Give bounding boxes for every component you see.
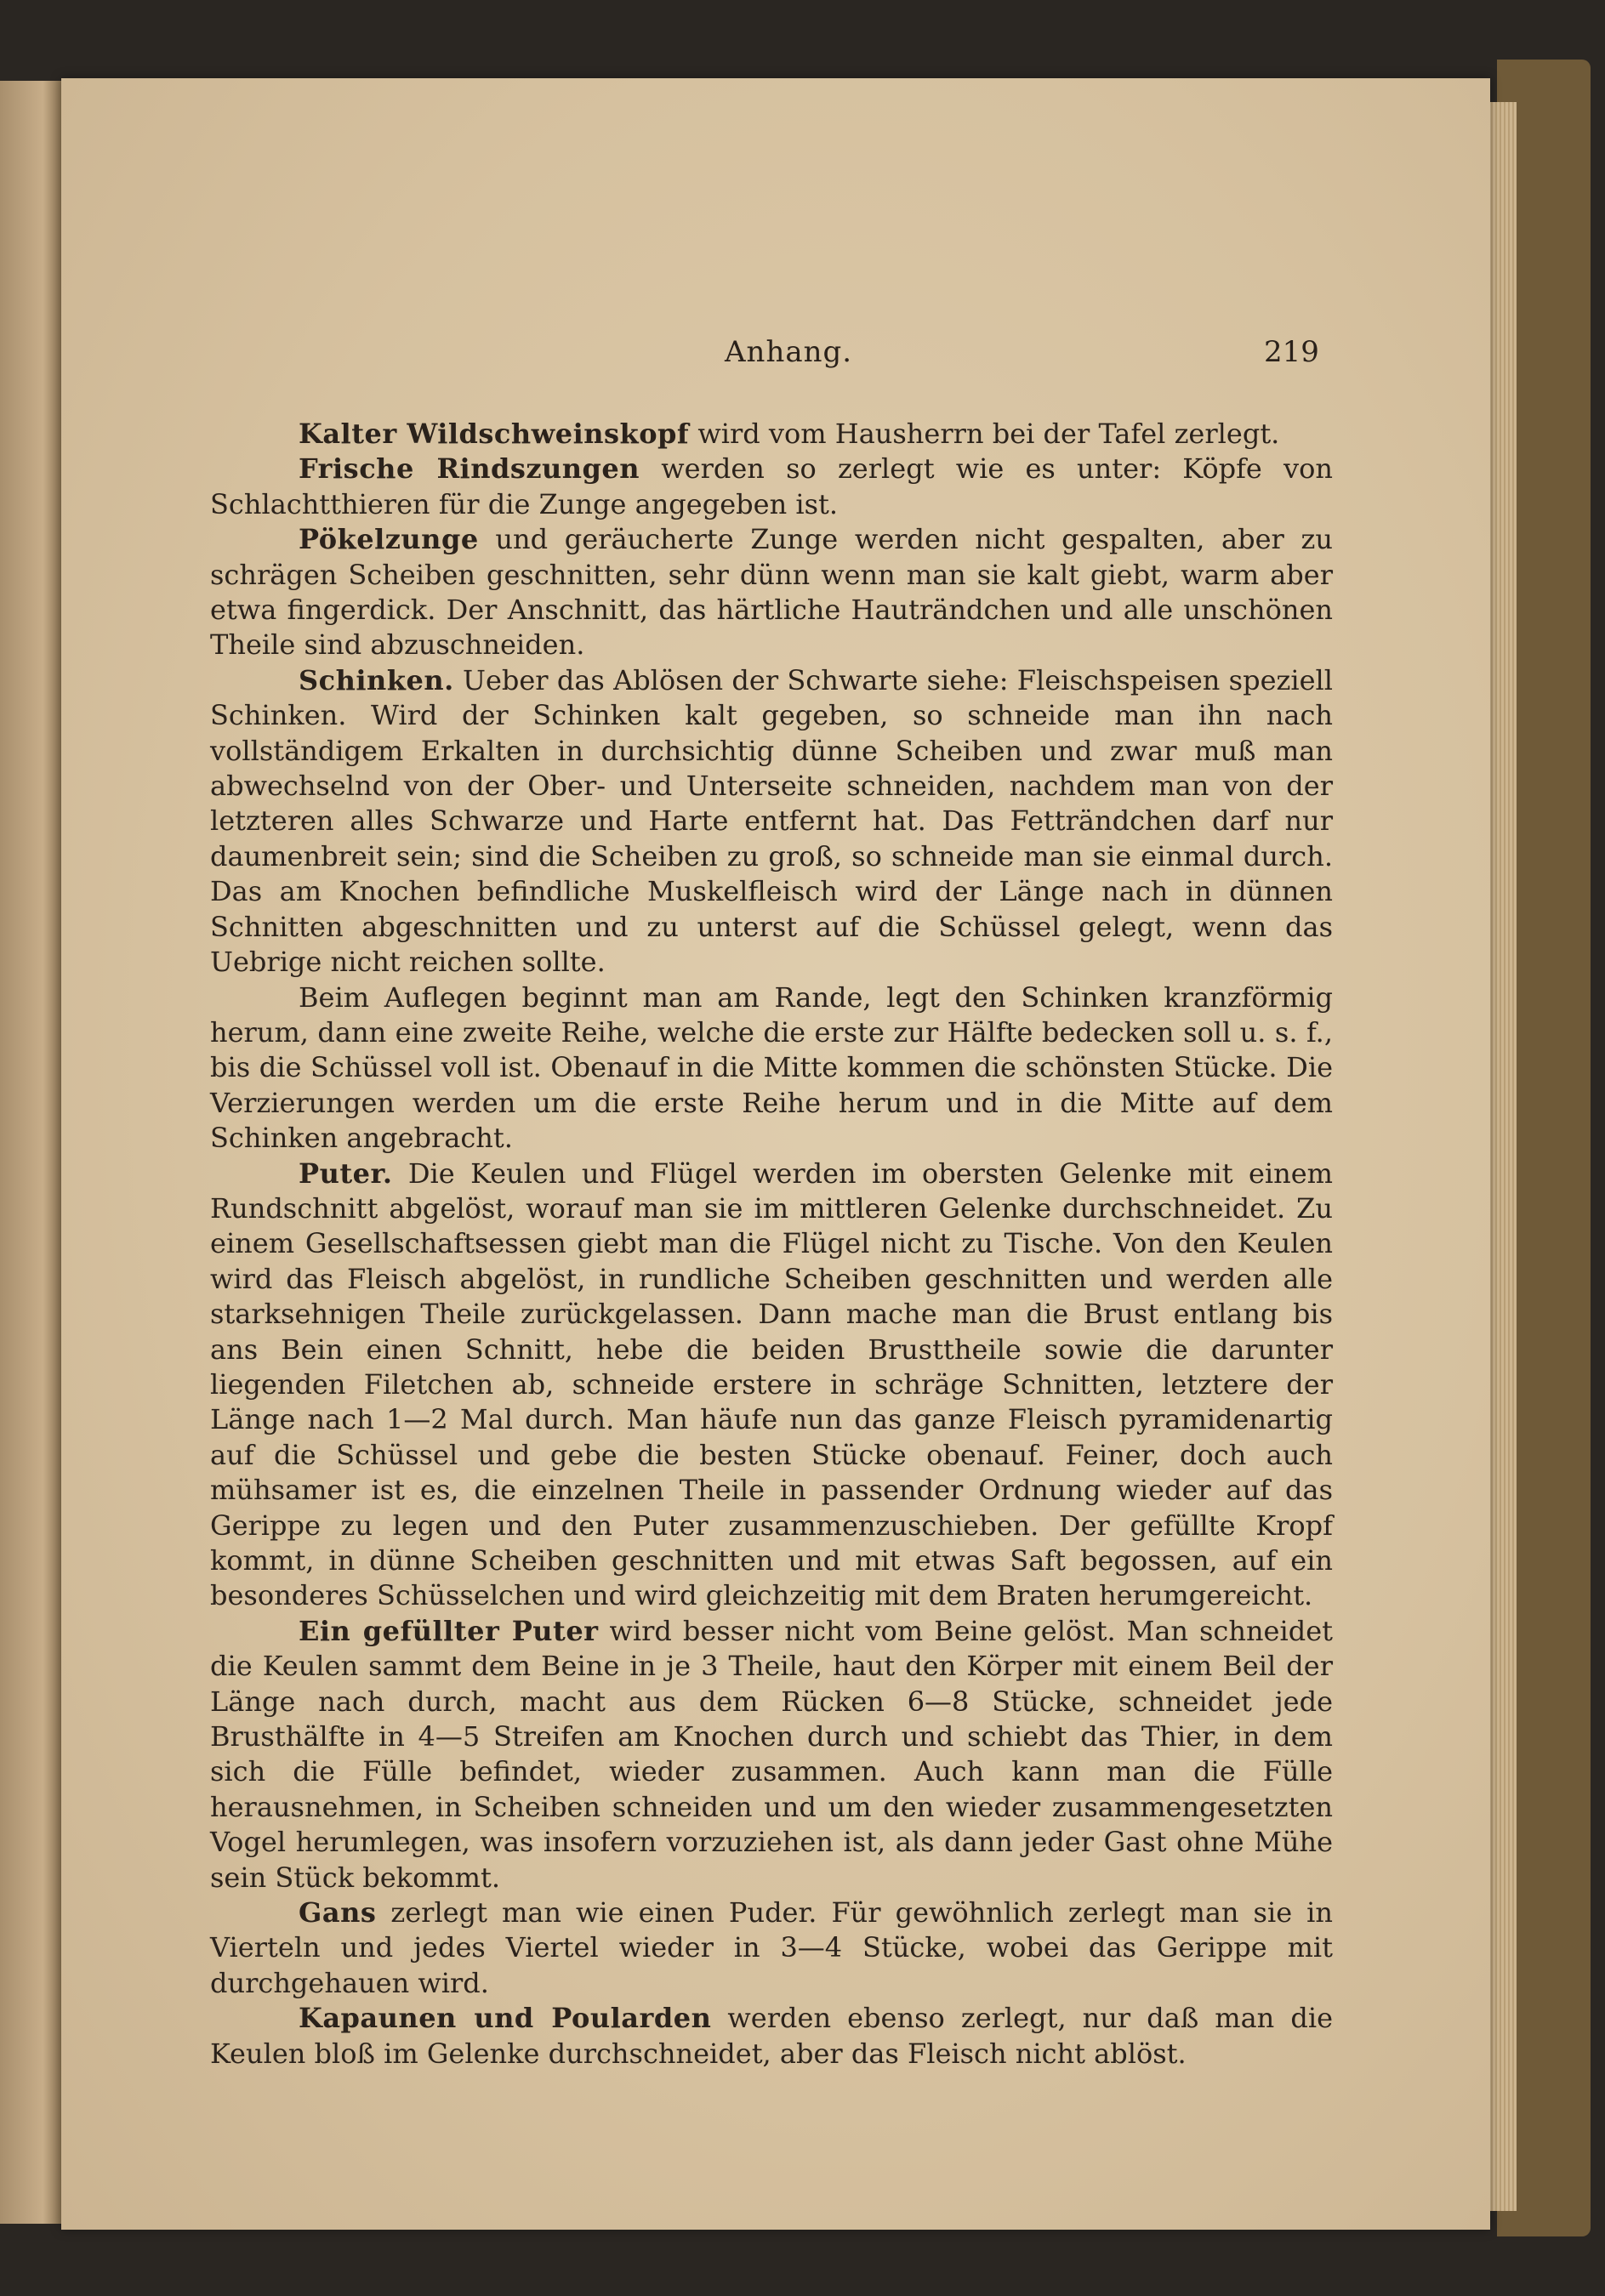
paragraph-text: werden so zerlegt wie es unter: Köpfe von Schlachtthieren für die Zunge angegeben ist.: [210, 452, 1334, 520]
paragraph: [210, 980, 1333, 1157]
book-page: [61, 78, 1490, 2230]
paragraph-text: wird besser nicht vom Beine gelöst. Man schneidet die Keulen sammt dem Beine in je 3 Theile, haut den Körper mit einem Beil der Länge nach durch, macht aus dem Rücken 6—8 Stücke, schneidet jede Brusthälfte in 4—5 Streifen am Knochen durch und schiebt das Thier, in dem sich die Fülle befindet, wieder zusammen. Auch kann man die Fülle herausnehmen, in Scheiben schneiden und um den wieder zusammengesetzten Vogel herumlegen, was insofern vorzuziehen ist, als dann jeder Gast ohne Mühe sein Stück bekommt.: [210, 1614, 1334, 1894]
entry-term: Frische Rindszungen: [299, 452, 640, 486]
paragraph: [210, 2001, 1333, 2072]
paragraph: [210, 1614, 1333, 1895]
entry-term: Kalter Wildschweinskopf: [299, 418, 690, 450]
entry-term: Ein gefüllter Puter: [299, 1614, 599, 1647]
entry-term: Gans: [299, 1896, 377, 1929]
paragraph: [210, 452, 1333, 522]
left-page-edge: [0, 81, 61, 2224]
paragraph: [210, 1157, 1333, 1614]
paragraph: [210, 522, 1333, 663]
paragraph-text: und geräucherte Zunge werden nicht gespalten, aber zu schrägen Scheiben geschnitten, sehr dünn wenn man sie kalt giebt, warm aber etwa fingerdick. Der Anschnitt, das härtliche Hauträndchen und alle unschönen Theile sind abzuschneiden.: [210, 523, 1333, 662]
paragraph-text: zerlegt man wie einen Puder. Für gewöhnlich zerlegt man sie in Vierteln und jedes Viertel wieder in 3—4 Stücke, wobei das Gerippe mit durchgehauen wird.: [210, 1896, 1333, 1999]
text-block: [210, 417, 1333, 2072]
page-title: Anhang.: [725, 335, 853, 369]
paragraph-text: Ueber das Ablösen der Schwarte siehe: Fleischspeisen speziell Schinken. Wird der Schinken kalt gegeben, so schneide man ihn nach vollständigem Erkalten in durchsichtig dünne Scheiben und zwar muß man abwechselnd von der Ober- und Unterseite schneiden, nachdem man von der letzteren alles Schwarze und Harte entfernt hat. Das Fetträndchen darf nur daumenbreit sein; sind die Scheiben zu groß, so schneide man sie einmal durch. Das am Knochen befindliche Muskelfleisch wird der Länge nach in dünnen Schnitten abgeschnitten und zu unterst auf die Schüssel gelegt, wenn das Uebrige nicht reichen sollte.: [210, 663, 1333, 979]
paragraph: [210, 663, 1333, 980]
entry-term: Puter.: [299, 1157, 393, 1190]
entry-term: Schinken.: [299, 663, 454, 696]
paragraph: [210, 417, 1333, 452]
paragraph-text: wird vom Hausherrn bei der Tafel zerlegt.: [689, 418, 1280, 450]
paragraph-text: werden ebenso zerlegt, nur daß man die Keulen bloß im Gelenke durchschneidet, aber das Fleisch nicht ablöst.: [210, 2002, 1334, 2070]
paragraph-text: Die Keulen und Flügel werden im obersten Gelenke mit einem Rundschnitt abgelöst, worauf man sie im mittleren Gelenke durchschneidet. Zu einem Gesellschaftsessen giebt man die Flügel nicht zu Tische. Von den Keulen wird das Fleisch abgelöst, in rundliche Scheiben geschnitten und werden alle starksehnigen Theile zurückgelassen. Dann mache man die Brust entlang bis ans Bein einen Schnitt, hebe die beiden Brusttheile sowie die darunter liegenden Filetchen ab, schneide erstere in schräge Schnitten, letztere der Länge nach 1—2 Mal durch. Man häufe nun das ganze Fleisch pyramidenartig auf die Schüssel und gebe die besten Stücke obenauf. Feiner, doch auch mühsamer ist es, die einzelnen Theile in passender Ordnung wieder auf das Gerippe zu legen und den Puter zusammenzuschieben. Der gefüllte Kropf kommt, in dünne Scheiben geschnitten und mit etwas Saft begossen, auf ein besonderes Schüsselchen und wird gleichzeitig mit dem Braten herumgereicht.: [210, 1157, 1333, 1612]
running-head: [61, 335, 1490, 372]
paragraph: [210, 1895, 1333, 2001]
entry-term: Pökelzunge: [299, 523, 479, 556]
page-number: 219: [1264, 335, 1319, 369]
paragraph-text: Beim Auflegen beginnt man am Rande, legt den Schinken kranzförmig herum, dann eine zweite Reihe, welche die erste zur Hälfte bedecken soll u. s. f., bis die Schüssel voll ist. Obenauf in die Mitte kommen die schönsten Stücke. Die Verzierungen werden um die erste Reihe herum und in die Mitte auf dem Schinken angebracht.: [210, 980, 1333, 1155]
entry-term: Kapaunen und Poularden: [299, 2002, 712, 2035]
